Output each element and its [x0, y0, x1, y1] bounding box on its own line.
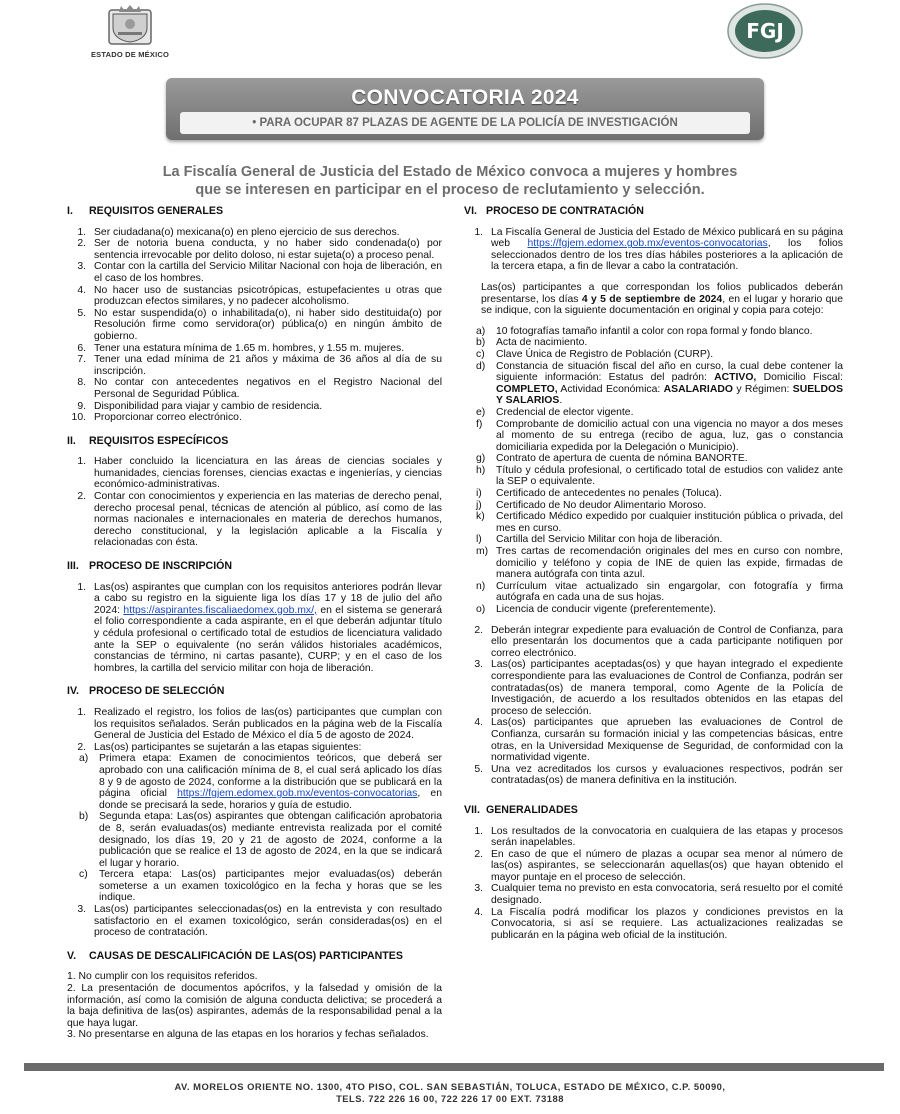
intro-text — [60, 163, 840, 199]
proceso-inscripcion-list — [67, 582, 442, 675]
section-proceso-inscripcion — [67, 561, 442, 674]
list-item: 6. Tener una estatura mínima de 1.65 m. hombres, y 1.55 m. mujeres. — [77, 342, 405, 354]
list-item: d) Constancia de situación fiscal del año en curso, la cual debe contener la siguiente información: Estatus del padrón: ACTIVO, Domicilio Fiscal: COMPLETO, Actividad Económica: ASALARIADO y Régimen: SUELDOS Y SALARIOS. — [476, 360, 843, 407]
footer-address — [0, 1081, 900, 1105]
intro-line-2: que se interesen en participar en el proceso de reclutamiento y selección. — [195, 182, 705, 198]
requisitos-especificos-list — [67, 456, 442, 549]
list-item: 1. Realizado el registro, los folios de las(os) participantes que cumplan con los requisitos señalados. Serán publicados en la página web de la Fiscalía General de Justicia del Estado de México el día 5 de agosto de 2024. — [77, 706, 442, 742]
state-seal-icon — [103, 2, 157, 48]
requisitos-generales-list — [67, 227, 442, 424]
section-heading: III. PROCESO DE INSCRIPCIÓN — [67, 560, 233, 573]
aspirantes-link[interactable]: https://aspirantes.fiscaliaedomex.gob.mx/, — [123, 604, 317, 616]
list-item: 2. En caso de que el número de plazas a ocupar sea menor al número de las(os) aspirantes, se seleccionarán aquellas(os) que hayan obtenido el mayor puntaje en el proceso de selección. — [474, 848, 843, 883]
fgj-emblem-icon — [726, 2, 804, 60]
proceso-seleccion-list — [67, 707, 442, 753]
list-item: 3. Las(os) participantes aceptadas(os) y que hayan integrado el expediente correspondiente para las evaluaciones de Control de Confianza, podrán ser contratadas(os) de manera temporal, como Agente de la Policía de Investigación, de acuerdo a los resultados obtenidos en las etapas del proceso de selección. — [474, 659, 843, 717]
list-item: 1. La Fiscalía General de Justicia del Estado de México publicará en su página web https://fgjem.edomex.gob.mx/eventos-convocatorias, los folios seleccionados dentro de los tres días hábiles posteriores a la aplicación de la tercera etapa, a fin de llevar a cabo la contratación. — [474, 226, 844, 273]
title-banner — [166, 78, 764, 140]
causas-list — [67, 971, 442, 1041]
list-item: 1. Los resultados de la convocatoria en cualquiera de las etapas y procesos serán inapelables. — [474, 825, 843, 849]
list-item: 9. Disponibilidad para viajar y cambio de residencia. — [77, 400, 323, 412]
section-generalidades — [464, 805, 843, 942]
list-item: 1. Ser ciudadana(o) mexicana(o) en pleno ejercicio de sus derechos. — [77, 226, 400, 238]
section-heading: V. CAUSAS DE DESCALIFICACIÓN DE LAS(OS) PARTICIPANTES — [67, 949, 403, 962]
list-item: c) Tercera etapa: Las(os) participantes mejor evaluadas(os) deberán someterse a un examen toxicológico en la fecha y horas que se les indique. — [79, 869, 442, 904]
list-item: 2. Las(os) participantes se sujetarán a las etapas siguientes: — [77, 741, 362, 753]
list-item: 3. Contar con la cartilla del Servicio Militar Nacional con hoja de liberación, en el caso de los hombres. — [77, 261, 442, 284]
list-item: e) Credencial de elector vigente. — [476, 406, 634, 418]
fgj-logo — [726, 2, 804, 60]
etapas-list — [75, 753, 442, 904]
footer-line-1: AV. MORELOS ORIENTE NO. 1300, 4TO PISO, COL. SAN SEBASTIÁN, TOLUCA, ESTADO DE MÉXICO, C.P. 50090, — [174, 1081, 726, 1092]
documentacion-list — [472, 326, 843, 616]
left-column — [67, 206, 442, 1053]
list-item: n) Currículum vitae actualizado sin engargolar, con fotografía y firma autógrafa en cada una de sus hojas. — [476, 580, 843, 604]
list-item: i) Certificado de antecedentes no penales (Toluca). — [476, 488, 722, 500]
page-title: CONVOCATORIA 2024 — [351, 86, 579, 109]
proceso-seleccion-list-cont — [67, 904, 442, 939]
list-item: 4. No hacer uso de sustancias psicotrópicas, estupefacientes u otras que produzcan efectos similares, y no padecer alcoholismo. — [77, 284, 442, 308]
list-item: f) Comprobante de domicilio actual con una vigencia no mayor a dos meses al momento de su entrega (recibo de agua, luz, gas o constancia domiciliaria expedida por la Delegación o Municipio). — [476, 418, 843, 453]
list-item: 3. Las(os) participantes seleccionadas(os) en la entrevista y con resultado satisfactorio en el examen toxicológico, serán consideradas(os) en el proceso de contratación. — [77, 904, 442, 939]
section-heading: VII. GENERALIDADES — [464, 803, 578, 816]
section-heading: IV. PROCESO DE SELECCIÓN — [67, 685, 225, 698]
section-requisitos-generales — [67, 206, 442, 424]
list-item: 5. No estar suspendida(o) o inhabilitada(o), ni haber sido destituida(o) por Resolución firme como servidora(or) pública(o) en ningún ámbito de gobierno. — [77, 307, 442, 342]
documentacion-paragraph: Las(os) participantes a que correspondan los folios publicados deberán presentarse, los días 4 y 5 de septiembre de 2024, en el lugar y horario que se indique, con la siguiente documentación en original y copia para cotejo: — [481, 281, 843, 317]
list-item: 4. La Fiscalía podrá modificar los plazos y condiciones previstos en la Convocatoria, si así se requiere. Las actualizaciones realizadas se publicarán en la página web oficial de la institución. — [474, 906, 843, 941]
proceso-contratacion-list — [464, 227, 843, 273]
list-item: 4. Las(os) participantes que aprueben las evaluaciones de Control de Confianza, cursarán su formación inicial y las competencias básicas, entre otras, en la Universidad Mexiquense de Seguridad, de conformidad con la normatividad vigente. — [474, 717, 843, 764]
list-item: 2. Contar con conocimientos y experiencia en las materias de derecho penal, derecho procesal penal, técnicas de atención al público, así como de las normas nacionales e internacionales en materia de derechos humanos, derecho constitucional, y la legislación aplicable a la Fiscalía y relacionadas con ésta. — [77, 491, 442, 549]
generalidades-list — [464, 826, 843, 942]
list-item: 2. La presentación de documentos apócrifos, y la falsedad y omisión de la información, así como la comisión de alguna conducta delictiva; se procederá a la baja definitiva de las(os) aspirantes, además de la responsabilidad penal a la que haya lugar. — [67, 983, 442, 1029]
section-heading: I. REQUISITOS GENERALES — [67, 205, 224, 217]
list-item: k) Certificado Médico expedido por cualquier institución pública o privada, del mes en curso. — [476, 511, 843, 534]
list-item: o) Licencia de conducir vigente (preferentemente). — [476, 604, 717, 615]
list-item: c) Clave Única de Registro de Población (CURP). — [476, 348, 714, 360]
list-item: l) Cartilla del Servicio Militar con hoja de liberación. — [476, 534, 723, 546]
list-item: b) Acta de nacimiento. — [476, 337, 588, 349]
convocatorias-link[interactable]: https://fgjem.edomex.gob.mx/eventos-convocatorias — [527, 238, 768, 250]
section-requisitos-especificos — [67, 436, 442, 549]
list-item: 1. Haber concluido la licenciatura en las áreas de ciencias sociales y humanidades, ciencias forenses, ciencias exactas e ingenierías, y ciencias económico-administrativas. — [77, 456, 442, 491]
list-item: j) Certificado de No deudor Alimentario Moroso. — [476, 499, 707, 511]
page-subtitle: • PARA OCUPAR 87 PLAZAS DE AGENTE DE LA POLICÍA DE INVESTIGACIÓN — [180, 112, 750, 134]
list-item: m) Tres cartas de recomendación originales del mes en curso con nombre, domicilio y teléfono y copia de INE de quien las expide, firmadas de manera autógrafa con tinta azul. — [476, 546, 843, 581]
footer-bar — [24, 1063, 884, 1071]
list-item: h) Título y cédula profesional, o certificado total de estudios con validez ante la SEP o equivalente. — [476, 464, 843, 488]
section-heading: II. REQUISITOS ESPECÍFICOS — [67, 434, 229, 447]
list-item: 3. Cualquier tema no previsto en esta convocatoria, será resuelto por el comité designado. — [474, 883, 843, 907]
list-item: b) Segunda etapa: Las(os) aspirantes que obtengan calificación aprobatoria de 8, serán evaluadas(os) mediante entrevista realizada por el comité designado, los días 19, 20 y 21 de agosto de 2024, conforme a la publicación que se realice el 13 de agosto de 2024, en la que se indicará el lugar y horario. — [79, 811, 442, 869]
list-item: 1. Las(os) aspirantes que cumplan con los requisitos anteriores podrán llevar a cabo su registro en la siguiente liga los días 17 y 18 de julio del año 2024: https://aspirantes.fiscaliaedomex.gob.mx/, en el sistema se generará el folio correspondiente a cada aspirante, en el que deberán adjuntar título y cédula profesional o certificado total de estudios de licenciatura validado ante la SEP o equivalente (no serán válidos historiales académicos, constancias de término, ni cartas pasante), CURP; y en el caso de los hombres, la cartilla del servicio militar con hoja de liberación. — [77, 581, 442, 674]
list-item: 2. Deberán integrar expediente para evaluación de Control de Confianza, para ello presentarán los documentos que a cada participante notifiquen por correo electrónico. — [474, 624, 843, 659]
right-column — [464, 206, 843, 953]
list-item: 1. No cumplir con los requisitos referidos. — [67, 971, 258, 983]
footer-line-2: TELS. 722 226 16 00, 722 226 17 00 EXT. 73188 — [336, 1093, 564, 1104]
list-item: 2. Ser de notoria buena conducta, y no haber sido condenada(o) por sentencia irrevocable por delito doloso, ni estar sujeta(o) a proceso penal. — [77, 238, 442, 261]
section-proceso-seleccion — [67, 686, 442, 938]
list-item: 8. No contar con antecedentes negativos en el Registro Nacional del Personal de Seguridad Pública. — [77, 377, 442, 400]
fgj-logo-text: FGJ — [746, 19, 784, 43]
list-item: 5. Una vez acreditados los cursos y evaluaciones respectivos, podrán ser contratadas(os) de manera definitiva en la institución. — [474, 763, 843, 787]
intro-line-1: La Fiscalía General de Justicia del Estado de México convoca a mujeres y hombres — [162, 164, 738, 180]
list-item: 10. Proporcionar correo electrónico. — [71, 412, 242, 424]
list-item: g) Contrato de apertura de cuenta de nómina BANORTE. — [476, 453, 748, 465]
section-proceso-contratacion — [464, 206, 843, 787]
list-item: 3. No presentarse en alguna de las etapas en los horarios y fechas señalados. — [67, 1029, 429, 1041]
proceso-contratacion-list-cont — [464, 625, 843, 787]
state-logo-text: ESTADO DE MÉXICO — [90, 50, 170, 59]
section-heading: VI. PROCESO DE CONTRATACIÓN — [464, 205, 644, 217]
section-causas-descalificacion — [67, 951, 442, 1041]
list-item: a) 10 fotografías tamaño infantil a color con ropa formal y fondo blanco. — [476, 325, 813, 337]
convocatorias-link[interactable]: https://fgjem.edomex.gob.mx/eventos-convocatorias — [177, 788, 418, 800]
list-item: 7. Tener una edad mínima de 21 años y máxima de 36 años al día de su inscripción. — [77, 354, 442, 377]
list-item: a) Primera etapa: Examen de conocimientos teóricos, que deberá ser aprobado con una calificación mínima de 8, el cual será aplicado los días 8 y 9 de agosto de 2024, conforme a la distribución que se publicará en la página oficial https://fgjem.edomex.gob.mx/eventos-convocatorias, en donde se precisará la sede, horarios y guía de estudio. — [79, 753, 442, 811]
estado-de-mexico-logo — [88, 2, 172, 59]
